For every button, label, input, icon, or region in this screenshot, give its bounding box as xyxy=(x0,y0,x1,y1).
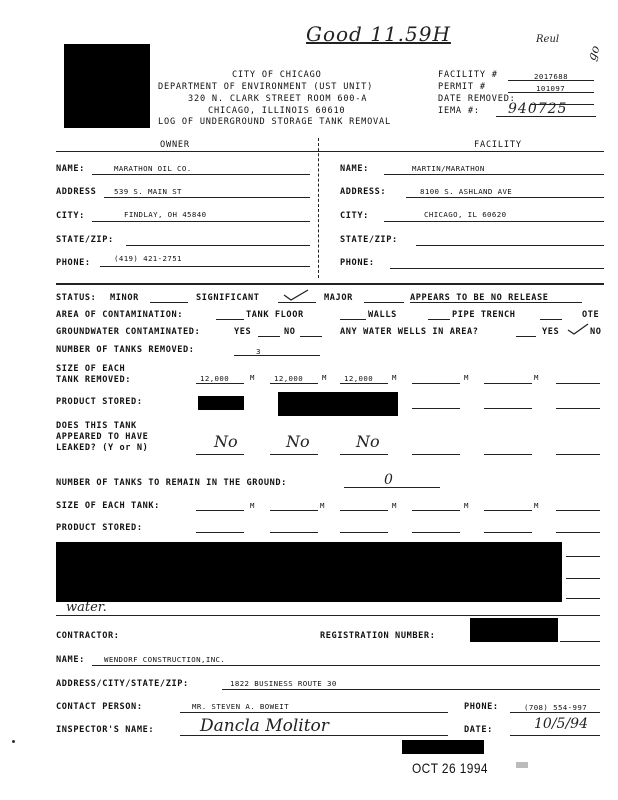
facility-name-label: NAME: xyxy=(340,164,369,174)
contractor-label: CONTRACTOR: xyxy=(56,631,120,641)
tank4-unit: M xyxy=(464,373,469,382)
received-stamp: OCT 26 1994 xyxy=(412,760,488,776)
remain2-unit: M xyxy=(320,501,325,510)
groundwater-yes: YES xyxy=(234,327,252,337)
water-note: water. xyxy=(66,600,107,615)
facility-number-value: 2017688 xyxy=(534,72,568,81)
facility-number-label: FACILITY # xyxy=(438,70,498,80)
groundwater-label: GROUNDWATER CONTAMINATED: xyxy=(56,327,201,337)
remain3-unit: M xyxy=(392,501,397,510)
owner-address-value: 539 S. MAIN ST xyxy=(114,187,182,196)
facility-section-label: FACILITY xyxy=(474,140,522,150)
significant-check-mark xyxy=(282,288,310,302)
leaked-label-1: DOES THIS TANK xyxy=(56,421,137,431)
contact-person-label: CONTACT PERSON: xyxy=(56,702,143,712)
redacted-logo xyxy=(64,44,150,128)
facility-address-label: ADDRESS: xyxy=(340,187,387,197)
contractor-phone-value: (708) 554-997 xyxy=(524,703,588,712)
owner-name-value: MARATHON OIL CO. xyxy=(114,164,192,173)
owner-city-label: CITY: xyxy=(56,211,85,221)
tank1-size: 12,000 xyxy=(200,374,230,383)
tanks-removed-label: NUMBER OF TANKS REMOVED: xyxy=(56,345,195,355)
tank5-unit: M xyxy=(534,373,539,382)
redacted-stamp-header xyxy=(402,740,484,754)
header-department: DEPARTMENT OF ENVIRONMENT (UST UNIT) xyxy=(158,82,374,92)
tanks-removed-value: 3 xyxy=(256,347,261,356)
tanks-remain-label: NUMBER OF TANKS TO REMAIN IN THE GROUND: xyxy=(56,478,287,488)
owner-name-label: NAME: xyxy=(56,164,85,174)
handwritten-corner-note: go xyxy=(584,43,603,63)
permit-number-value: 101097 xyxy=(536,84,566,93)
product-stored-label: PRODUCT STORED: xyxy=(56,397,143,407)
remain5-unit: M xyxy=(534,501,539,510)
contamination-walls: WALLS xyxy=(368,310,397,320)
inspector-name-label: INSPECTOR'S NAME: xyxy=(56,725,155,735)
contractor-name-label: NAME: xyxy=(56,655,85,665)
facility-name-value: MARTIN/MARATHON xyxy=(412,164,485,173)
scan-speck xyxy=(12,740,15,743)
inspector-signature: Dancla Molitor xyxy=(200,716,329,736)
facility-state-zip-label: STATE/ZIP: xyxy=(340,235,398,245)
iema-value: 940725 xyxy=(508,101,568,117)
owner-state-zip-label: STATE/ZIP: xyxy=(56,235,114,245)
tank3-size: 12,000 xyxy=(344,374,374,383)
redacted-product-2 xyxy=(278,392,398,416)
section-divider xyxy=(318,138,319,278)
registration-number-label: REGISTRATION NUMBER: xyxy=(320,631,436,641)
leaked-label-2: APPEARED TO HAVE xyxy=(56,432,149,442)
groundwater-no: NO xyxy=(284,327,296,337)
size-each-label: SIZE OF EACH xyxy=(56,364,126,374)
stamp-smudge xyxy=(516,762,528,768)
status-significant: SIGNIFICANT xyxy=(196,293,260,303)
facility-address-value: 8100 S. ASHLAND AVE xyxy=(420,187,513,196)
contamination-label: AREA OF CONTAMINATION: xyxy=(56,310,184,320)
product-stored-remain-label: PRODUCT STORED: xyxy=(56,523,143,533)
remain1-unit: M xyxy=(250,501,255,510)
header-address: 320 N. CLARK STREET ROOM 600-A xyxy=(188,94,368,104)
status-minor: MINOR xyxy=(110,293,139,303)
contractor-name-value: WENDORF CONSTRUCTION,INC. xyxy=(104,655,226,664)
redacted-registration xyxy=(470,618,558,642)
water-wells-no: NO xyxy=(590,327,602,337)
contractor-address-value: 1822 BUSINESS ROUTE 30 xyxy=(230,679,337,688)
wells-no-check-mark xyxy=(566,322,590,336)
iema-label: IEMA #: xyxy=(438,106,480,116)
tank3-leaked: No xyxy=(356,432,380,451)
tank2-size: 12,000 xyxy=(274,374,304,383)
status-no-release: APPEARS TO BE NO RELEASE xyxy=(410,293,549,303)
contamination-other: OTE xyxy=(582,310,600,320)
tank1-unit: M xyxy=(250,373,255,382)
owner-section-label: OWNER xyxy=(160,140,190,150)
remain4-unit: M xyxy=(464,501,469,510)
owner-phone-value: (419) 421-2751 xyxy=(114,254,182,263)
tank3-unit: M xyxy=(392,373,397,382)
contact-person-value: MR. STEVEN A. BOWEIT xyxy=(192,702,289,711)
tank1-leaked: No xyxy=(214,432,238,451)
redacted-comments xyxy=(56,542,562,602)
water-wells-label: ANY WATER WELLS IN AREA? xyxy=(340,327,479,337)
header-city-state: CHICAGO, ILLINOIS 60610 xyxy=(208,106,346,116)
handwritten-note: Reul xyxy=(536,34,560,45)
handwritten-title: Good 11.59H xyxy=(306,22,451,46)
tank-removed-label: TANK REMOVED: xyxy=(56,375,132,385)
owner-city-value: FINDLAY, OH 45840 xyxy=(124,210,207,219)
header-city: CITY OF CHICAGO xyxy=(232,70,322,80)
status-label: STATUS: xyxy=(56,293,97,303)
tank2-leaked: No xyxy=(286,432,310,451)
tank2-unit: M xyxy=(322,373,327,382)
redacted-product-1 xyxy=(198,396,244,410)
header-form-title: LOG OF UNDERGROUND STORAGE TANK REMOVAL xyxy=(158,117,391,127)
facility-city-label: CITY: xyxy=(340,211,369,221)
contractor-address-label: ADDRESS/CITY/STATE/ZIP: xyxy=(56,679,189,689)
status-major: MAJOR xyxy=(324,293,353,303)
tanks-remain-value: 0 xyxy=(384,472,393,488)
owner-phone-label: PHONE: xyxy=(56,258,91,268)
water-wells-yes: YES xyxy=(542,327,560,337)
owner-address-label: ADDRESS xyxy=(56,187,97,197)
contamination-tank-floor: TANK FLOOR xyxy=(246,310,304,320)
date-removed-label: DATE REMOVED: xyxy=(438,94,516,104)
contamination-pipe-trench: PIPE TRENCH xyxy=(452,310,516,320)
facility-city-value: CHICAGO, IL 60620 xyxy=(424,210,507,219)
inspector-date-value: 10/5/94 xyxy=(534,716,588,732)
inspector-date-label: DATE: xyxy=(464,725,493,735)
contractor-phone-label: PHONE: xyxy=(464,702,499,712)
facility-phone-label: PHONE: xyxy=(340,258,375,268)
leaked-label-3: LEAKED? (Y or N) xyxy=(56,443,149,453)
size-remain-label: SIZE OF EACH TANK: xyxy=(56,501,160,511)
permit-number-label: PERMIT # xyxy=(438,82,486,92)
